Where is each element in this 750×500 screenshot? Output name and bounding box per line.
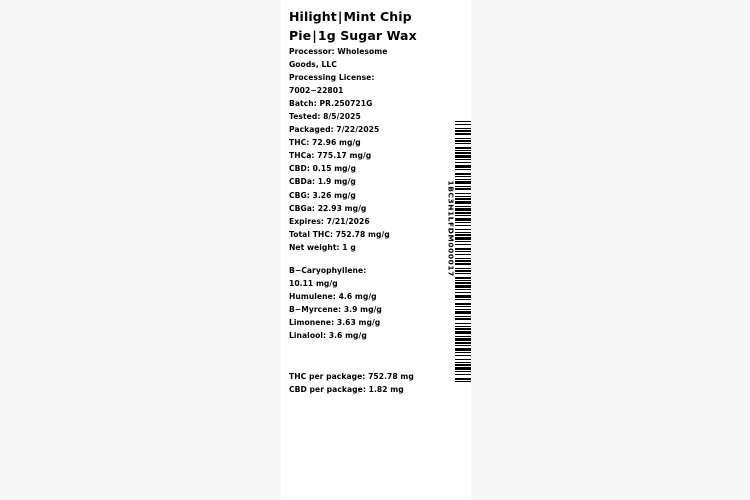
terpene-linalool: Linalool: 3.6 mg/g	[289, 331, 367, 341]
fact-packaged: Packaged: 7/22/2025	[289, 125, 380, 135]
product-facts-list	[289, 45, 393, 254]
barcode-icon	[455, 121, 471, 383]
fact-processor: Processor: Wholesome Goods, LLC	[289, 47, 388, 70]
fact-expires: Expires: 7/21/2026	[289, 216, 370, 226]
fact-batch: Batch: PR.250721G	[289, 99, 373, 109]
title-separator-1: |	[337, 9, 343, 24]
fact-cbg: CBG: 3.26 mg/g	[289, 190, 356, 200]
fact-cbd: CBD: 0.15 mg/g	[289, 164, 356, 174]
fact-processing-license: Processing License: 7002−22801	[289, 73, 375, 96]
thc-per-package: THC per package: 752.78 mg	[289, 372, 414, 381]
fact-tested: Tested: 8/5/2025	[289, 112, 361, 122]
label-content	[289, 0, 471, 500]
terpene-myrcene: B−Myrcene: 3.9 mg/g	[289, 305, 382, 315]
fact-thc: THC: 72.96 mg/g	[289, 138, 361, 148]
fact-net-weight: Net weight: 1 g	[289, 242, 356, 252]
brand-name: Hilight	[289, 9, 337, 24]
title-separator-2: |	[312, 28, 317, 44]
per-package-list	[289, 370, 439, 396]
strain-name: Mint Chip Pie	[289, 9, 412, 44]
cbd-per-package: CBD per package: 1.82 mg	[289, 385, 404, 395]
fact-thca: THCa: 775.17 mg/g	[289, 151, 372, 161]
fact-total-thc: Total THC: 752.78 mg/g	[289, 229, 390, 239]
product-title	[289, 7, 449, 46]
fact-cbga: CBGa: 22.93 mg/g	[289, 203, 367, 213]
barcode-value: 1BC3H1LFDM000017	[446, 180, 456, 277]
terpene-list	[289, 264, 393, 342]
terpene-limonene: Limonene: 3.63 mg/g	[289, 318, 381, 328]
terpene-caryophyllene: B−Caryophyllene: 10.11 mg/g	[289, 266, 367, 289]
product-type: 1g Sugar Wax	[317, 28, 417, 44]
fact-cbda: CBDa: 1.9 mg/g	[289, 177, 356, 187]
terpene-humulene: Humulene: 4.6 mg/g	[289, 292, 377, 302]
barcode-block	[441, 121, 471, 383]
